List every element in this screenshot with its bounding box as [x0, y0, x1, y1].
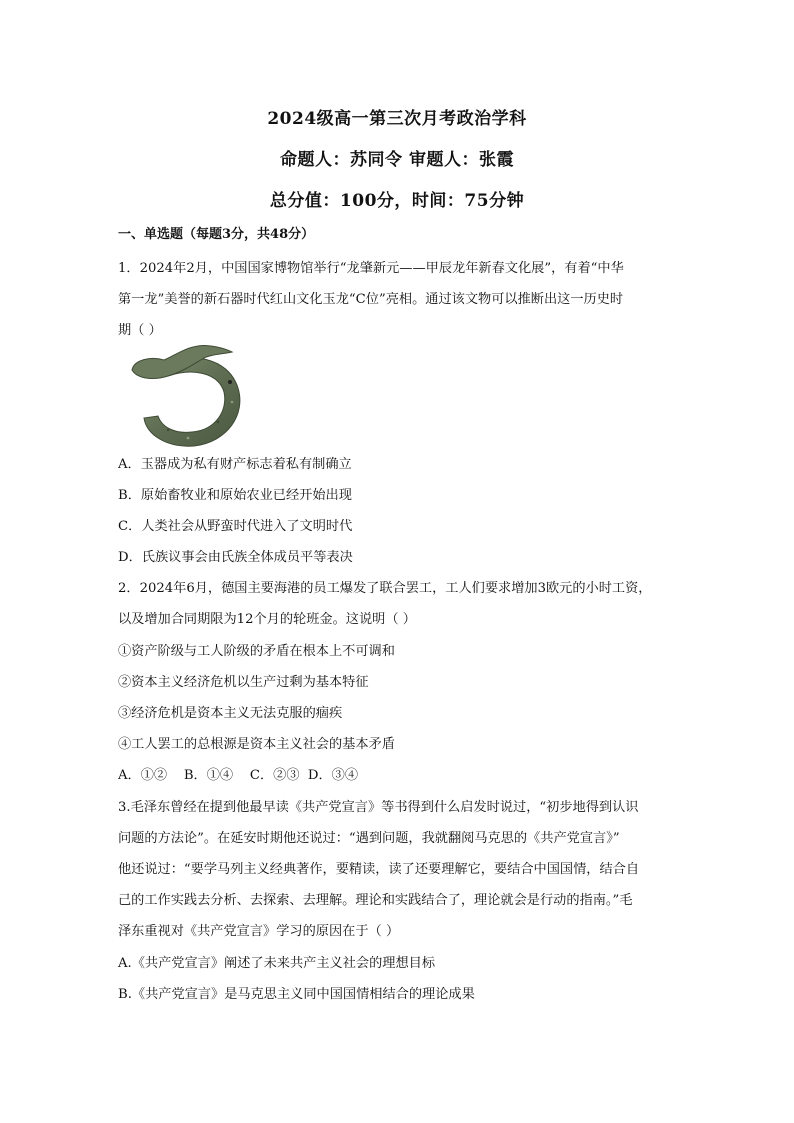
q2-options: A．①② B．①④ C．②③ D．③④: [118, 768, 359, 783]
jade-dragon-image: [128, 342, 252, 452]
q1-option-d: D．氏族议事会由氏族全体成员平等表决: [118, 550, 353, 565]
q2-statement-1: ①资产阶级与工人阶级的矛盾在根本上不可调和: [118, 644, 395, 659]
q2-statement-3: ③经济危机是资本主义无法克服的痼疾: [118, 706, 343, 721]
q2-statement-2: ②资本主义经济危机以生产过剩为基本特征: [118, 675, 369, 690]
q2-stem-line-2: 以及增加合同期限为12个月的轮班金。这说明（ ）: [118, 612, 416, 627]
exam-title: 2024级高一第三次月考政治学科: [267, 109, 527, 129]
q1-stem-line-3: 期（ ）: [118, 323, 162, 338]
q2-statement-4: ④工人罢工的总根源是资本主义社会的基本矛盾: [118, 737, 395, 752]
q3-option-b: B.《共产党宣言》是马克思主义同中国国情相结合的理论成果: [118, 987, 475, 1002]
q1-stem-line-2: 第一龙”美誉的新石器时代红山文化玉龙“C位”亮相。通过该文物可以推断出这一历史时: [118, 292, 624, 307]
q3-stem-line-1: 3.毛泽东曾经在提到他最早读《共产党宣言》等书得到什么启发时说过，“初步地得到认识: [118, 800, 639, 815]
q3-option-a: A.《共产党宣言》阐述了未来共产主义社会的理想目标: [118, 956, 436, 971]
q3-stem-line-5: 泽东重视对《共产党宣言》学习的原因在于（ ）: [118, 924, 400, 939]
q1-option-c: C．人类社会从野蛮时代进入了文明时代: [118, 519, 353, 534]
q1-option-a: A．玉器成为私有财产标志着私有制确立: [118, 457, 352, 472]
q1-option-b: B．原始畜牧业和原始农业已经开始出现: [118, 488, 352, 503]
exam-authors: 命题人：苏同令 审题人：张霞: [280, 150, 514, 170]
q3-stem-line-3: 他还说过：“要学马列主义经典著作，要精读，读了还要理解它，要结合中国国情，结合自: [118, 862, 640, 877]
q3-stem-line-2: 问题的方法论”。在延安时期他还说过：“遇到问题，我就翻阅马克思的《共产党宣言》”: [118, 831, 620, 846]
exam-score-time: 总分值：100分，时间：75分钟: [269, 191, 525, 211]
section-heading: 一、单选题（每题3分，共48分）: [118, 227, 315, 242]
q3-stem-line-4: 己的工作实践去分析、去探索、去理解。理论和实践结合了，理论就会是行动的指南。”毛: [118, 893, 633, 908]
q1-stem-line-1: 1．2024年2月，中国国家博物馆举行“龙肇新元——甲辰龙年新春文化展”，有着“中华: [118, 261, 624, 276]
q2-stem-line-1: 2．2024年6月，德国主要海港的员工爆发了联合罢工，工人们要求增加3欧元的小时工资，: [118, 581, 652, 596]
